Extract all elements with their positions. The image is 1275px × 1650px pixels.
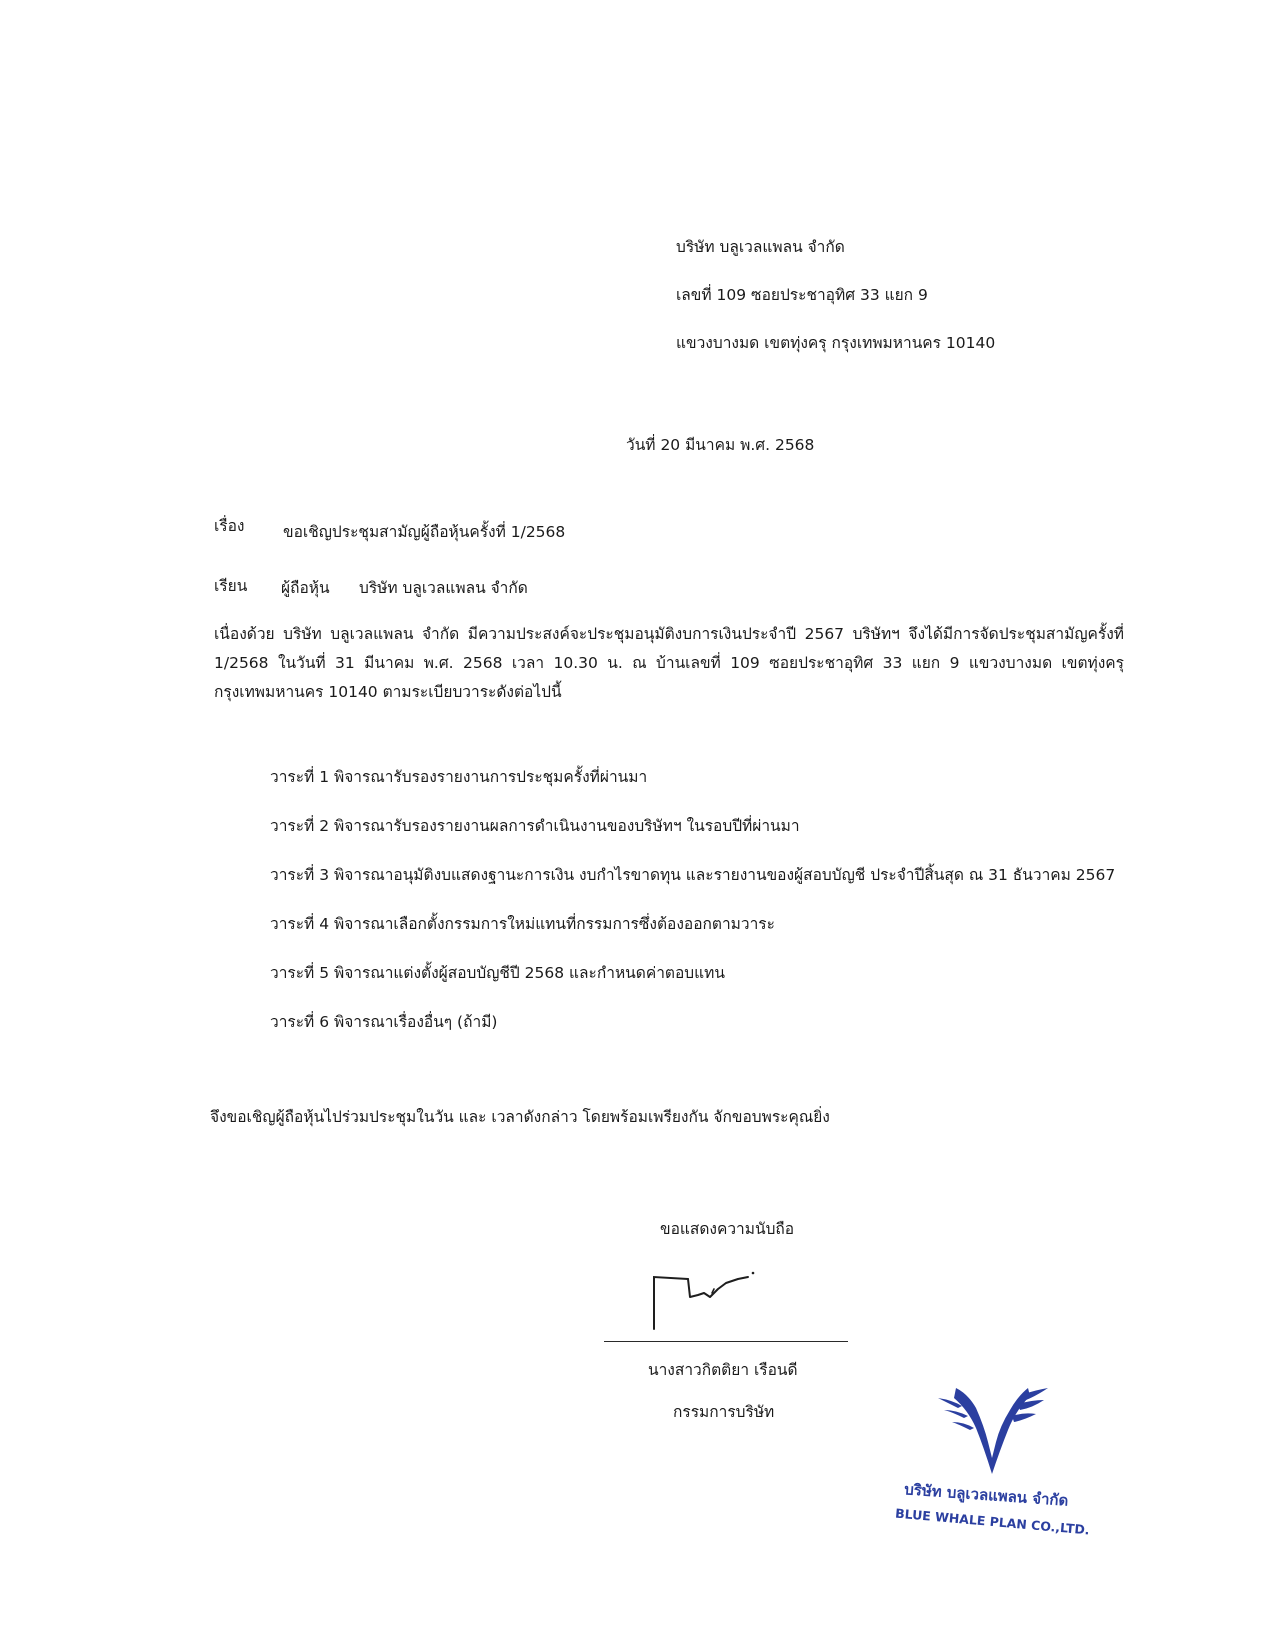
sender-address-line1: เลขที่ 109 ซอยประชาอุทิศ 33 แยก 9 [676,286,928,304]
body-paragraph: เนื่องด้วย บริษัท บลูเวลแพลน จำกัด มีความประสงค์จะประชุมอนุมัติงบการเงินประจำปี 2567 บริษัทฯ จึงได้มีการจัดประชุมสามัญครั้งที่ 1/2568 ในวันที่ 31 มีนาคม พ.ศ. 2568 เวลา 10.30 น. ณ บ้านเลขที่ 109 ซอยประชาอุทิศ 33 แยก 9 แขวงบางมด เขตทุ่งครุ กรุงเทพมหานคร 10140 ตามระเบียบวาระดังต่อไปนี้ [214,625,1124,701]
closing-paragraph: จึงขอเชิญผู้ถือหุ้นไปร่วมประชุมในวัน และ เวลาดังกล่าว โดยพร้อมเพรียงกัน จักขอบพระคุณยิ่ง [210,1108,830,1126]
seal-thai-text: บริษัท บลูเวลแพลน จำกัด [903,1480,1069,1510]
signatory-title: กรรมการบริษัท [673,1403,775,1421]
agenda-item-1: วาระที่ 1 พิจารณารับรองรายงานการประชุมครั้งที่ผ่านมา [270,768,648,786]
company-seal-logo [858,1378,1126,1538]
seal-english-text: BLUE WHALE PLAN CO.,LTD. [894,1505,1091,1538]
handwritten-signature [648,1269,758,1331]
signature-salutation: ขอแสดงความนับถือ [660,1220,795,1238]
recipient-label: เรียน [214,577,248,595]
agenda-list [270,766,1115,1060]
agenda-item-2: วาระที่ 2 พิจารณารับรองรายงานผลการดำเนินงานของบริษัทฯ ในรอบปีที่ผ่านมา [270,817,800,835]
date-line: วันที่ 20 มีนาคม พ.ศ. 2568 [626,436,815,454]
subject-text: ขอเชิญประชุมสามัญผู้ถือหุ้นครั้งที่ 1/2568 [283,523,566,541]
subject-label: เรื่อง [214,517,245,535]
sender-address-line2: แขวงบางมด เขตทุ่งครุ กรุงเทพมหานคร 10140 [676,334,996,352]
whale-tail-icon [938,1388,1048,1474]
agenda-item-6: วาระที่ 6 พิจารณาเรื่องอื่นๆ (ถ้ามี) [270,1013,498,1031]
signature-line [604,1341,848,1342]
recipient-company: บริษัท บลูเวลแพลน จำกัด [359,579,528,597]
recipient-to: ผู้ถือหุ้น [281,579,330,597]
signatory-name: นางสาวกิตติยา เรือนดี [648,1361,798,1379]
sender-company: บริษัท บลูเวลแพลน จำกัด [676,238,845,256]
agenda-item-3: วาระที่ 3 พิจารณาอนุมัติงบแสดงฐานะการเงิน งบกำไรขาดทุน และรายงานของผู้สอบบัญชี ประจำปีสิ้นสุด ณ 31 ธันวาคม 2567 [270,866,1116,884]
agenda-item-4: วาระที่ 4 พิจารณาเลือกตั้งกรรมการใหม่แทนที่กรรมการซึ่งต้องออกตามวาระ [270,915,775,933]
agenda-item-5: วาระที่ 5 พิจารณาแต่งตั้งผู้สอบบัญชีปี 2568 และกำหนดค่าตอบแทน [270,964,725,982]
